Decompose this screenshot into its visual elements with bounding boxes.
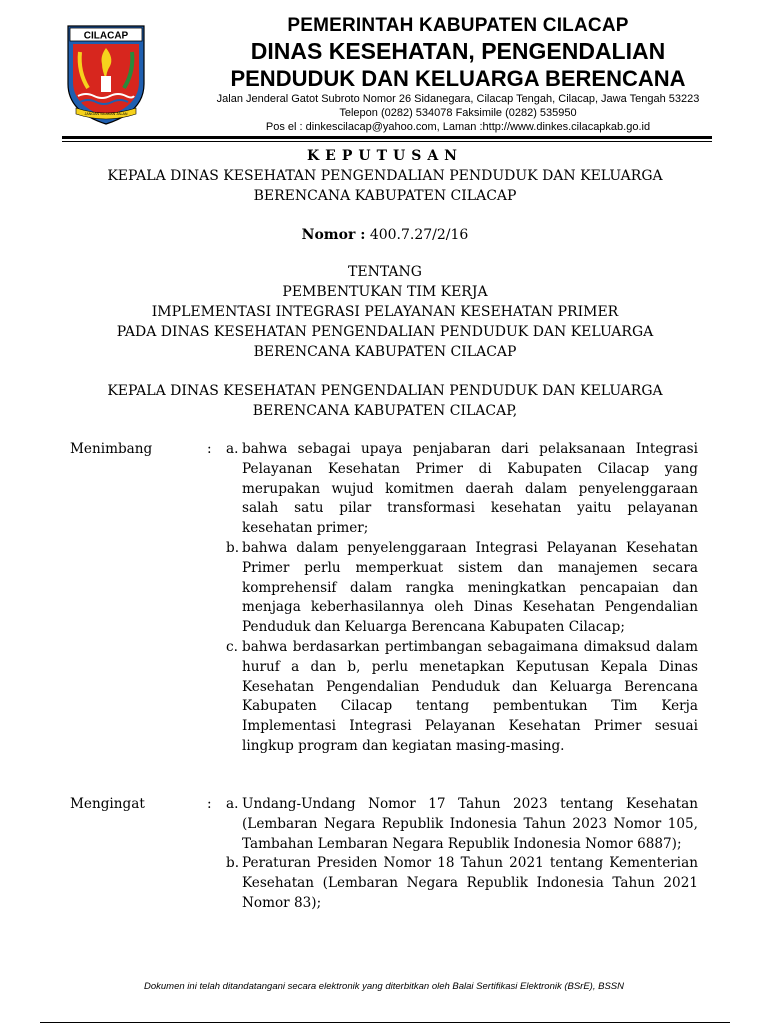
menimbang-label: Menimbang (70, 441, 153, 457)
item-letter: c. (226, 638, 238, 655)
item-letter: b. (226, 539, 240, 556)
decree-issuer-line1: KEPALA DINAS KESEHATAN PENGENDALIAN PENDUDUK DAN KELUARGA (107, 168, 663, 184)
agency-name-line2: PENDUDUK DAN KELUARGA BERENCANA (230, 66, 686, 91)
logo-banner-text: CILACAP (83, 30, 129, 42)
decree-subject-line3: PADA DINAS KESEHATAN PENGENDALIAN PENDUDUK DAN KELUARGA (116, 324, 654, 340)
letterhead-divider-thick (62, 136, 712, 139)
letterhead (62, 14, 712, 132)
agency-contact: Pos el : dinkescilacap@yahoo.com, Laman :http://www.dinkes.cilacapkab.go.id (265, 121, 651, 133)
item-letter: a. (226, 796, 239, 812)
letterhead-text (158, 14, 758, 134)
decree-subject-line1: PEMBENTUKAN TIM KERJA (282, 284, 488, 300)
item-text: bahwa sebagai upaya penjabaran dari pelaksanaan Integrasi Pelayanan Kesehatan Primer di Kabupaten Cilacap yang merupakan wujud komitmen daerah dalam penyelenggaraan salah satu pilar transformasi kesehatan yaitu pelayanan kesehatan primer; (242, 441, 698, 537)
decree-subject (62, 262, 708, 362)
mengingat-items (226, 795, 698, 914)
mengingat-colon: : (207, 796, 212, 812)
menimbang-items (226, 440, 698, 757)
menimbang-item-b (226, 539, 698, 638)
item-text: bahwa dalam penyelenggaraan Integrasi Pelayanan Kesehatan Primer perlu memperkuat sistem dan manajemen secara komprehensif dalam rangka meningkatkan pencapaian dan menjaga keberhasilannya oleh Dinas Kesehatan Pengendalian Penduduk dan Keluarga Berencana Kabupaten Cilacap; (242, 539, 698, 636)
letterhead-divider-thin (62, 141, 712, 142)
menimbang-colon: : (207, 441, 212, 457)
mengingat-label: Mengingat (70, 796, 145, 812)
e-signature-footer: Dokumen ini telah ditandatangani secara elektronik yang diterbitkan oleh Balai Sertifikasi Elektronik (BSrE), BSSN (144, 981, 624, 992)
menimbang-item-c (226, 638, 698, 757)
mengingat-item-b (226, 854, 698, 913)
agency-address: Jalan Jenderal Gatot Subroto Nomor 26 Sidanegara, Cilacap Tengah, Cilacap, Jawa Tengah 53223 (216, 93, 700, 105)
decree-official-line1: KEPALA DINAS KESEHATAN PENGENDALIAN PENDUDUK DAN KELUARGA (107, 383, 663, 399)
item-letter: b. (226, 855, 240, 872)
item-text: bahwa berdasarkan pertimbangan sebagaimana dimaksud dalam huruf a dan b, perlu menetapkan Keputusan Kepala Dinas Kesehatan Pengendalian Penduduk dan Keluarga Berencana Kabupaten Cilacap tentang pembentukan Tim Kerja Implementasi Integrasi Pelayanan Kesehatan Primer sesuai lingkup program dan kegiatan masing-masing. (242, 638, 698, 754)
decree-subject-line2: IMPLEMENTASI INTEGRASI PELAYANAN KESEHATAN PRIMER (151, 304, 619, 320)
cilacap-shield-logo-icon (62, 22, 150, 126)
decree-number-value: 400.7.27/2/16 (365, 227, 469, 243)
decree-subject-line4: BERENCANA KABUPATEN CILACAP (253, 344, 517, 360)
agency-phone: Telepon (0282) 534078 Faksimile (0282) 535950 (339, 107, 577, 119)
decree-tentang: TENTANG (348, 264, 422, 280)
footer-divider (40, 1022, 730, 1023)
item-text: Peraturan Presiden Nomor 18 Tahun 2021 tentang Kementerian Kesehatan (Lembaran Negara Republik Indonesia Tahun 2021 Nomor 83); (242, 855, 698, 911)
decree-number (62, 225, 708, 245)
decree-official (62, 381, 708, 421)
government-name: PEMERINTAH KABUPATEN CILACAP (287, 15, 629, 36)
agency-name-line1: DINAS KESEHATAN, PENGENDALIAN (250, 38, 666, 64)
decree-issuer-line2: BERENCANA KABUPATEN CILACAP (253, 188, 517, 204)
menimbang-item-a (226, 440, 698, 539)
mengingat-item-a (226, 795, 698, 854)
item-text: Undang-Undang Nomor 17 Tahun 2023 tentang Kesehatan (Lembaran Negara Republik Indonesia Tahun 2023 Nomor 105, Tambahan Lembaran Negara Republik Indonesia Nomor 6887); (242, 796, 698, 852)
decree-official-line2: BERENCANA KABUPATEN CILACAP, (252, 403, 518, 419)
decree-issuer (62, 166, 708, 206)
item-letter: a. (226, 441, 239, 457)
decree-type: KEPUTUSAN (307, 148, 463, 164)
decree-number-label: Nomor : (301, 227, 366, 243)
logo-motto-text: JANGAN SILAKAN JALAN (84, 112, 128, 116)
